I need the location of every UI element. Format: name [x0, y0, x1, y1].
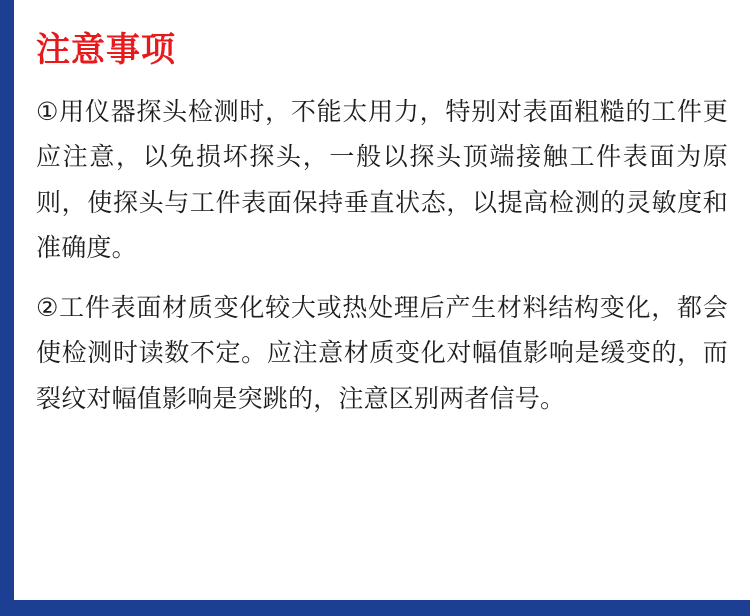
note-paragraph-2: ②工件表面材质变化较大或热处理后产生材料结构变化，都会使检测时读数不定。应注意材质变化对幅值影响是缓变的，而裂纹对幅值影响是突跳的，注意区别两者信号。: [36, 292, 728, 413]
left-accent-bar: [0, 0, 14, 616]
bottom-accent-bar: [0, 600, 750, 616]
page-title: 注意事项: [36, 30, 176, 70]
document-content: [14, 0, 750, 600]
note-paragraph-1: ①用仪器探头检测时，不能太用力，特别对表面粗糙的工件更应注意，以免损坏探头，一般以探头顶端接触工件表面为原则，使探头与工件表面保持垂直状态，以提高检测的灵敏度和准确度。: [36, 96, 728, 263]
